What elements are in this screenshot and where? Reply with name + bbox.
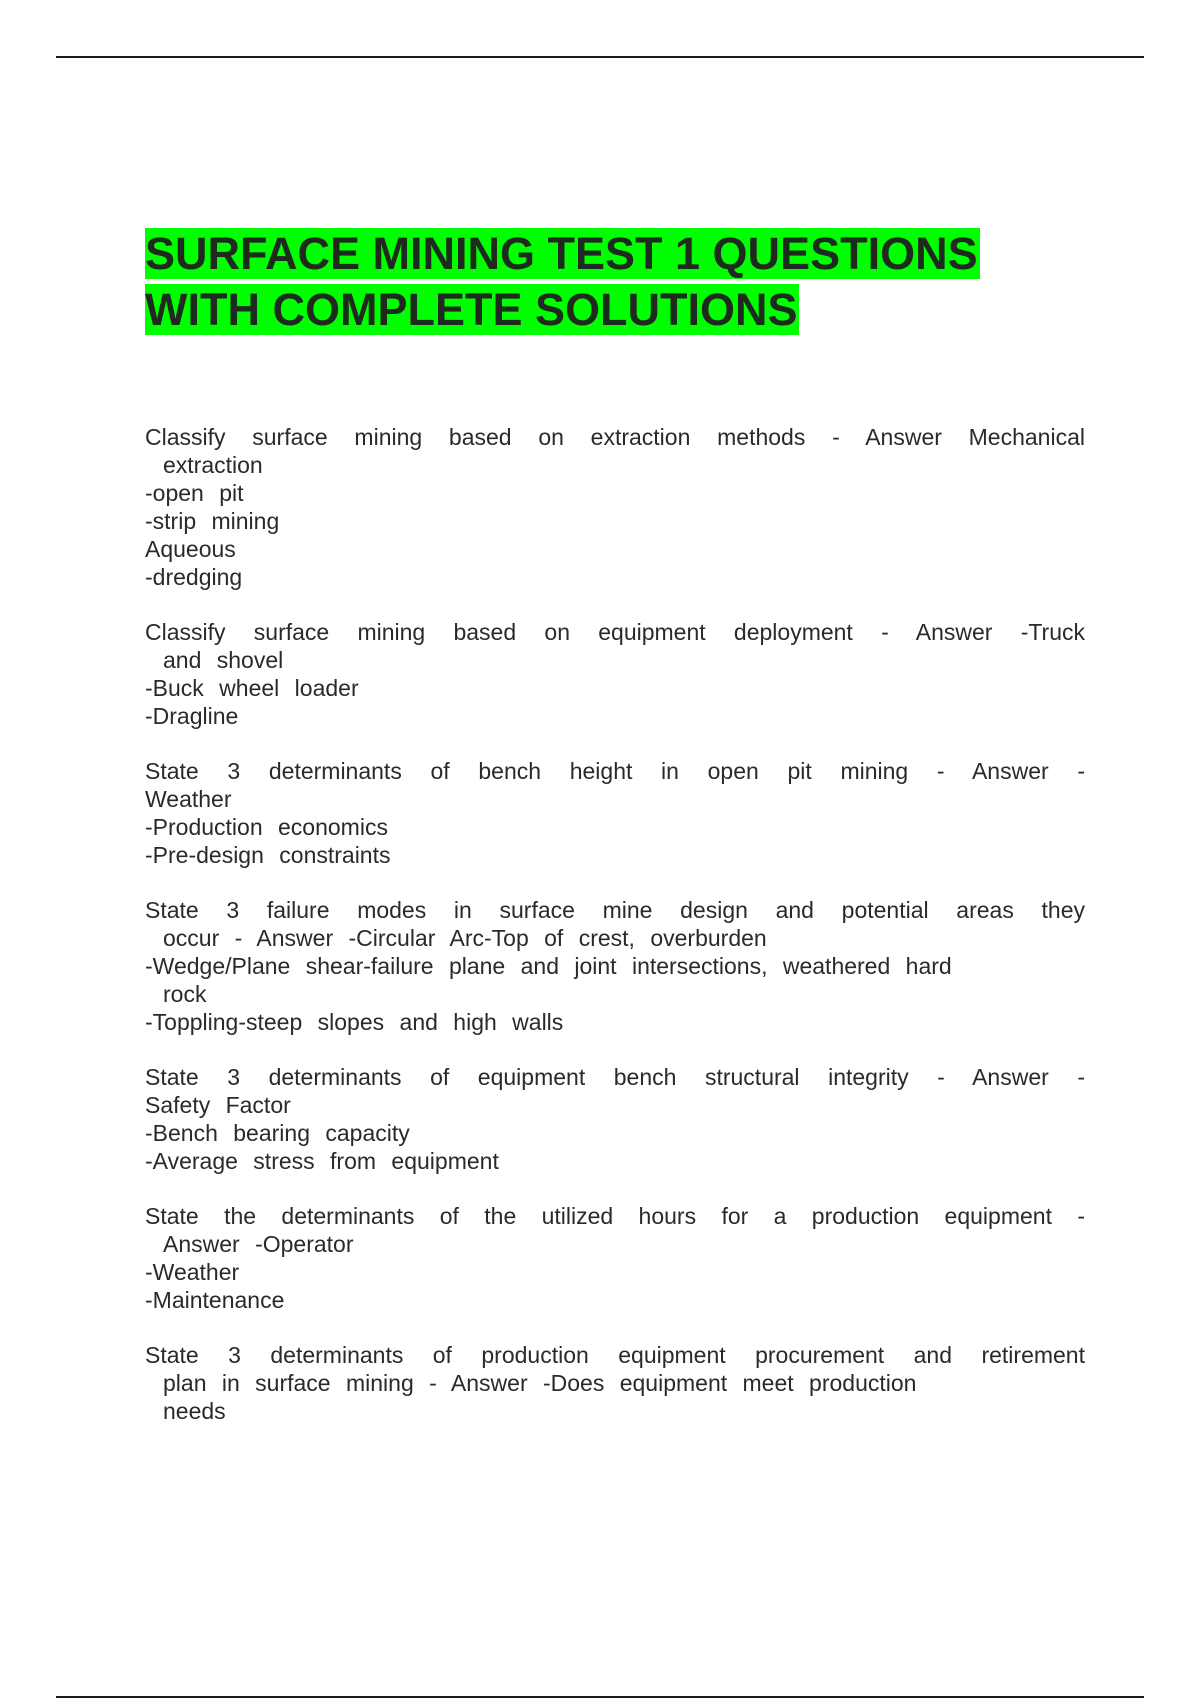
title-line-2: WITH COMPLETE SOLUTIONS	[145, 284, 798, 335]
answer-line: extraction	[163, 452, 263, 478]
answer-line: Aqueous	[145, 536, 236, 562]
qa-item	[145, 1063, 1085, 1175]
answer-line: rock	[163, 981, 207, 1007]
answer-line: -Dragline	[145, 703, 239, 729]
qa-item	[145, 423, 1085, 591]
question-text: State 3 determinants of bench height in open pit mining - Answer -	[145, 758, 1085, 784]
question-text: Classify surface mining based on equipment deployment - Answer -Truck	[145, 619, 1085, 645]
qa-item	[145, 896, 1085, 1036]
bottom-rule	[56, 1696, 1144, 1698]
answer-line: occur - Answer -Circular Arc-Top of crest, overburden	[163, 925, 767, 951]
answer-line: -Wedge/Plane shear-failure plane and joint intersections, weathered hard	[145, 953, 952, 979]
answer-line: plan in surface mining - Answer -Does equipment meet production	[163, 1370, 917, 1396]
answer-line: -strip mining	[145, 508, 280, 534]
question-list	[145, 423, 1085, 1452]
answer-line: needs	[163, 1398, 226, 1424]
question-text: State the determinants of the utilized hours for a production equipment -	[145, 1203, 1085, 1229]
answer-line: and shovel	[163, 647, 284, 673]
top-rule	[56, 56, 1144, 58]
answer-line: -open pit	[145, 480, 244, 506]
question-text: State 3 failure modes in surface mine design and potential areas they	[145, 897, 1085, 923]
answer-line: -Production economics	[145, 814, 388, 840]
answer-line: -Bench bearing capacity	[145, 1120, 410, 1146]
question-text: Classify surface mining based on extraction methods - Answer Mechanical	[145, 424, 1085, 450]
answer-line: Safety Factor	[145, 1092, 291, 1118]
qa-item	[145, 618, 1085, 730]
answer-line: Weather	[145, 786, 232, 812]
question-text: State 3 determinants of equipment bench structural integrity - Answer -	[145, 1064, 1085, 1090]
document-title	[145, 226, 1045, 338]
answer-line: -Average stress from equipment	[145, 1148, 499, 1174]
qa-item	[145, 1341, 1085, 1425]
answer-line: -Toppling-steep slopes and high walls	[145, 1009, 564, 1035]
qa-item	[145, 757, 1085, 869]
answer-line: -Pre-design constraints	[145, 842, 391, 868]
answer-line: Answer -Operator	[163, 1231, 354, 1257]
title-line-1: SURFACE MINING TEST 1 QUESTIONS	[145, 228, 978, 279]
answer-line: -Maintenance	[145, 1287, 285, 1313]
answer-line: -Buck wheel loader	[145, 675, 359, 701]
answer-line: -dredging	[145, 564, 243, 590]
answer-line: -Weather	[145, 1259, 240, 1285]
question-text: State 3 determinants of production equipment procurement and retirement	[145, 1342, 1085, 1368]
qa-item	[145, 1202, 1085, 1314]
